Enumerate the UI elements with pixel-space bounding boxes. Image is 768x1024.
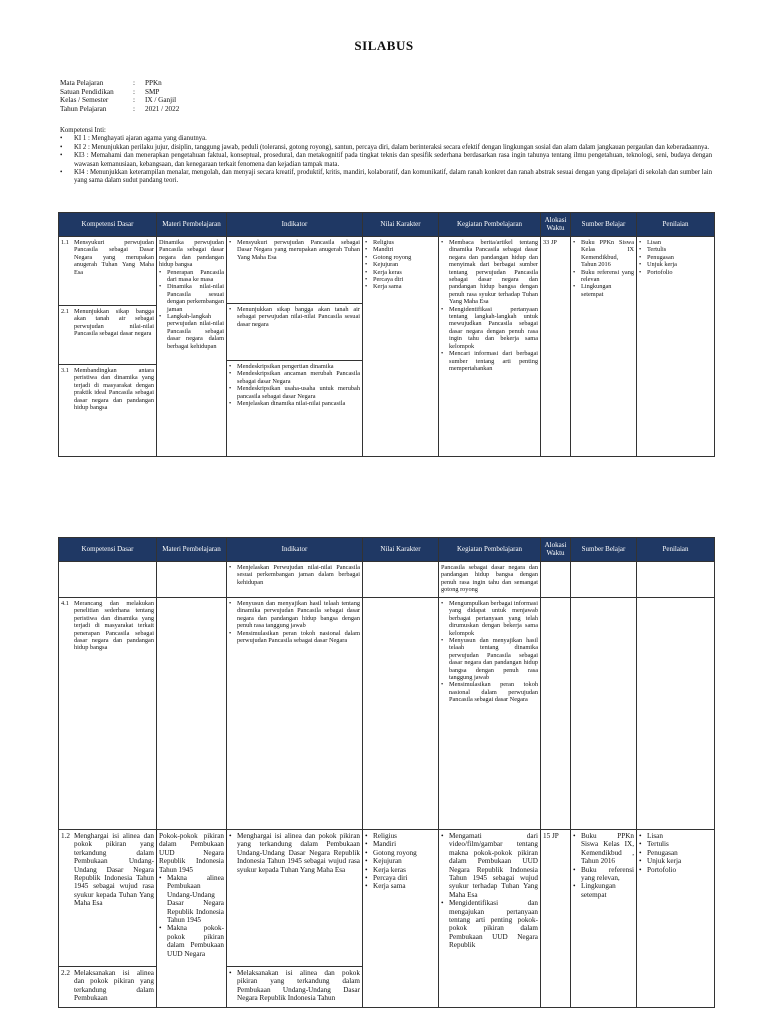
penilaian-cell (637, 598, 715, 830)
nilai-item: • Kejujuran (365, 857, 436, 865)
meta-value: IX / Ganjil (145, 96, 177, 105)
kd-text: Menunjukkan sikap bangga akan tanah air sebagai perwujudan nilai-nilai Pancasila sebagai dasar negara (74, 308, 154, 338)
nilai-item: • Religius (365, 239, 436, 246)
table-row (59, 830, 715, 1008)
header-indikator: Indikator (227, 213, 363, 237)
materi-text: Pokok-pokok pikiran dalam Pembukaan UUD Negara Republik Indonesia Tahun 1945 (159, 832, 224, 874)
sumber-cell (571, 830, 637, 1008)
materi-cell (157, 830, 227, 1008)
penilaian-cell (637, 830, 715, 1008)
syllabus-table-2 (58, 537, 715, 1008)
meta-row: Mata Pelajaran : PPKn (60, 79, 162, 87)
kd-number: 4.1 (61, 600, 69, 607)
kd-number: 1.2 (61, 832, 70, 840)
indikator-item: • Menyusun dan menyajikan hasil telaah tentang dinamika perwujudan Pancasila sebagai dasar negara dan pandangan hidup bangsa dengan penuh rasa tanggung jawab (229, 600, 360, 630)
meta-key: Satuan Pendidikan (60, 87, 114, 96)
header-penilaian: Penilaian (637, 213, 715, 237)
kegiatan-cell (439, 237, 541, 457)
ki-item: • KI 1 : Menghayati ajaran agama yang dianutnya. (60, 135, 712, 143)
penilaian-cell (637, 237, 715, 457)
meta-key: Kelas / Semester (60, 96, 109, 105)
kegiatan-item: • Mensimulasikan peran tokoh nasional dalam perwujudan Pancasila sebagai dasar Negara (441, 681, 538, 703)
header-kegiatan: Kegiatan Pembelajaran (439, 538, 541, 562)
table-row (59, 562, 715, 598)
materi-cell (157, 598, 227, 830)
header-alokasi: Alokasi Waktu (541, 213, 571, 237)
table-row (59, 237, 715, 457)
alokasi-cell (541, 562, 571, 598)
indikator-item: • Mensyukuri perwujudan Pancasila sebagai Dasar Negara yang merupakan anugerah Tuhan Yang Maha Esa (229, 239, 360, 261)
indikator-item: • Menjelaskan dinamika nilai-nilai pancasila (229, 400, 360, 407)
nilai-item: • Percaya diri (365, 276, 436, 283)
header-indikator: Indikator (227, 538, 363, 562)
document-title: SILABUS (354, 38, 414, 53)
materi-cell (157, 237, 227, 457)
header-materi: Materi Pembelajaran (157, 213, 227, 237)
sumber-item: • Lingkungan setempat (573, 882, 634, 899)
penilaian-item: • Unjuk kerja (639, 857, 712, 865)
nilai-item: • Religius (365, 832, 436, 840)
header-sumber: Sumber Belajar (571, 538, 637, 562)
nilai-cell (363, 562, 439, 598)
kegiatan-item: • Membaca berita/artikel tentang dinamika Pancasila sebagai dasar negara dan pandangan hidup dan menyimak dari berbagai sumber tentang perwujudan Pancasila sebagai dasar negara dan pandangan hidup bangsa dengan penuh rasa syukur terhadap Tuhan Yang Maha Esa (441, 239, 538, 306)
kd-text: Menghargai isi alinea dan pokok pikiran yang terkandung dalam Pembukaan Undang-Undang Dasar Negara Republik Indonesia Tahun 1945 sebagai wujud rasa syukur kepada Tuhan Yang Maha Esa (74, 832, 154, 908)
nilai-item: • Percaya diri (365, 874, 436, 882)
syllabus-table-1 (58, 212, 715, 457)
nilai-cell (363, 237, 439, 457)
kd-cell (59, 830, 157, 1008)
ki-heading: Kompetensi Inti: (60, 127, 106, 134)
alokasi-cell (541, 598, 571, 830)
penilaian-item: • Portofolio (639, 866, 712, 874)
kegiatan-item: • Mengidentifikasi pertanyaan tentang langkah-langkah untuk mewujudkan Pancasila sebagai dasar negara dengan penuh rasa ingin tahu dan bekerja sama kelompok (441, 306, 538, 350)
nilai-item: • Mandiri (365, 840, 436, 848)
kd-text: Melaksanakan isi alinea dan pokok pikiran yang terkandung dalam Pembukaan (74, 969, 154, 1003)
sumber-item: • Buku PPKn Siswa Kelas IX Kemendikbud, Tahun 2016 (573, 239, 634, 269)
table-row (59, 598, 715, 830)
materi-item: • Makna alinea Pembukaan Undang-Undang Dasar Negara Republik Indonesia Tahun 1945 (159, 874, 224, 924)
penilaian-item: • Penugasan (639, 849, 712, 857)
kd-number: 1.1 (61, 239, 69, 246)
header-alokasi: Alokasi Waktu (541, 538, 571, 562)
header-kegiatan: Kegiatan Pembelajaran (439, 213, 541, 237)
kd-cell (59, 598, 157, 830)
materi-cell (157, 562, 227, 598)
meta-value: SMP (145, 87, 160, 96)
nilai-item: • Gotong royong (365, 254, 436, 261)
kegiatan-cell (439, 598, 541, 830)
kd-text: Membandingkan antara peristiwa dan dinamika yang terjadi di masyarakat dengan praktik ideal Pancasila sebagai dasar negara dan pandangan hidup bangsa (74, 367, 154, 412)
kd-number: 2.1 (61, 308, 69, 315)
kd-number: 2.2 (61, 969, 70, 977)
indikator-item: • Melaksanakan isi alinea dan pokok pikiran yang terkandung dalam Pembukaan Undang-Undang Dasar Negara Republik Indonesia Tahun (229, 969, 360, 1003)
nilai-item: • Kerja sama (365, 283, 436, 290)
nilai-item: • Kejujuran (365, 261, 436, 268)
kd-text: Merancang dan melakukan penelitian sederhana tentang peristiwa dan dinamika yang terjadi di masyarakat terkait penerapan Pancasila sebagai dasar negara dan pandangan hidup bangsa (74, 600, 154, 652)
header-kompetensi-dasar: Kompetensi Dasar (59, 538, 157, 562)
kd-number: 3.1 (61, 367, 69, 374)
kegiatan-cell (439, 830, 541, 1008)
penilaian-item: • Unjuk kerja (639, 261, 712, 268)
nilai-item: • Gotong royong (365, 849, 436, 857)
kd-cell (59, 237, 157, 457)
kegiatan-item: • Mengumpulkan berbagai informasi yang didapat untuk menjawab berbagai pertanyaan yang telah dirumuskan dengan bekerja sama kelompok (441, 600, 538, 637)
header-materi: Materi Pembelajaran (157, 538, 227, 562)
nilai-cell (363, 598, 439, 830)
nilai-item: • Mandiri (365, 246, 436, 253)
meta-value: PPKn (145, 79, 162, 87)
table-header-row (59, 538, 715, 562)
penilaian-item: • Lisan (639, 832, 712, 840)
indikator-cell (227, 237, 363, 457)
materi-item: • Dinamika nilai-nilai Pancasila sesuai dengan perkembangan jaman (159, 283, 224, 313)
header-nilai-karakter: Nilai Karakter (363, 538, 439, 562)
table-header-row (59, 213, 715, 237)
sumber-item: • Buku referensi yang relevan (573, 269, 634, 284)
kompetensi-inti (60, 127, 712, 186)
kegiatan-item: • Menyusun dan menyajikan hasil telaah tentang dinamika perwujudan Pancasila sebagai dasar negara dan pandangan hidup bangsa dengan penuh rasa tanggung jawab (441, 637, 538, 681)
sumber-item: • Buku referensi yang relevan, (573, 866, 634, 883)
indikator-item: • Mendeskripsikan ancaman merubah Pancasila sebagai dasar Negara (229, 370, 360, 385)
nilai-cell (363, 830, 439, 1008)
indikator-cell (227, 562, 363, 598)
indikator-item: • Menjelaskan Perwujudan nilai-nilai Pancasila sesuai perkembangan jaman dalam berbagai kehidupan (229, 564, 360, 586)
kd-cell (59, 562, 157, 598)
indikator-item: • Mensimulasikan peran tokoh nasional dalam perwujudan Pancasila sebagai dasar Negara (229, 630, 360, 645)
header-nilai-karakter: Nilai Karakter (363, 213, 439, 237)
penilaian-item: • Penugasan (639, 254, 712, 261)
meta-key: Mata Pelajaran (60, 79, 104, 87)
header-penilaian: Penilaian (637, 538, 715, 562)
penilaian-item: • Tertulis (639, 246, 712, 253)
kegiatan-item: • Mengidentifikasi dan mengajukan pertanyaan tentang arti penting pokok-pokok pikiran dalam Pembukaan UUD Negara Republik (441, 899, 538, 949)
indikator-item: • Mendeskripsikan pengertian dinamika (229, 363, 360, 370)
header-sumber: Sumber Belajar (571, 213, 637, 237)
sumber-cell (571, 598, 637, 830)
indikator-cell (227, 598, 363, 830)
materi-item: • Makna pokok-pokok pikiran dalam Pembukaan UUD Negara (159, 924, 224, 958)
kegiatan-cell (439, 562, 541, 598)
meta-row: Satuan Pendidikan : SMP (60, 87, 160, 96)
materi-item: • Penerapan Pancasila dari masa ke masa (159, 269, 224, 284)
indikator-item: • Menunjukkan sikap bangga akan tanah air sebagai perwujudan nilai-nilai Pancasila sesuai dasar negara (229, 306, 360, 328)
kegiatan-text: Pancasila sebagai dasar negara dan pandangan hidup bangsa dengan penuh rasa ingin tahu dan semangat gotong royong (441, 564, 538, 594)
materi-text: Dinamika perwujudan Pancasila sebagai dasar negara dan pandangan hidup bangsa (159, 239, 224, 269)
alokasi-cell: 33 JP (541, 237, 571, 457)
meta-key: Tahun Pelajaran (60, 104, 107, 113)
alokasi-cell: 15 JP (541, 830, 571, 1008)
kegiatan-item: • Mencari informasi dari berbagai sumber tentang arti penting mempertahankan (441, 350, 538, 372)
indikator-item: • Mendeskripsikan usaha-usaha untuk merubah pancasila sebagai dasar Negara (229, 385, 360, 400)
meta-row: Tahun Pelajaran : 2021 / 2022 (60, 104, 180, 113)
penilaian-item: • Tertulis (639, 840, 712, 848)
meta-value: 2021 / 2022 (145, 104, 180, 113)
sumber-cell (571, 237, 637, 457)
penilaian-item: • Lisan (639, 239, 712, 246)
ki-item: • KI4 : Menunjukkan keterampilan menalar, mengolah, dan menyaji secara kreatif, produktif, kritis, mandiri, kolaboratif, dan komunikatif, dalam ranah konkret dan ranah abstrak sesuai dengan yang dipelajari di sekolah dan sumber lain yang sama dalam sudut pandang teori. (60, 169, 712, 186)
document-meta (60, 79, 179, 113)
materi-item: • Langkah-langkah perwujudan nilai-nilai Pancasila sebagai dasar negara dalam berbagai kehidupan (159, 313, 224, 350)
nilai-item: • Kerja sama (365, 882, 436, 890)
nilai-item: • Kerja keras (365, 269, 436, 276)
kegiatan-item: • Mengamati dari video/film/gambar tentang makna pokok-pokok pikiran dalam Pembukaan UUD Negara Republik Indonesia Tahun 1945 sebagai wujud syukur terhadap Tuhan Yang Maha Esa (441, 832, 538, 899)
meta-row: Kelas / Semester : IX / Ganjil (60, 96, 177, 105)
indikator-cell (227, 830, 363, 1008)
sumber-item: • Buku PPKn Siswa Kelas IX, Kemendikbud , Tahun 2016 (573, 832, 634, 866)
ki-item: • KI3 : Memahami dan menerapkan pengetahuan faktual, konseptual, prosedural, dan metakognitif pada tingkat teknis dan spesifik sederhana berdasarkan rasa ingin tahunya tentang ilmu pengetahuan, teknologi, seni, budaya dengan wawasan kemanusiaan, kebangsaan, dan kenegaraan terkait fenomena dan kejadian tampak mata. (60, 152, 712, 169)
nilai-item: • Kerja keras (365, 866, 436, 874)
kd-text: Mensyukuri perwujudan Pancasila sebagai Dasar Negara yang merupakan anugerah Tuhan Yang Maha Esa (74, 239, 154, 276)
sumber-item: • Lingkungan setempat (573, 283, 634, 298)
penilaian-cell (637, 562, 715, 598)
penilaian-item: • Portofolio (639, 269, 712, 276)
sumber-cell (571, 562, 637, 598)
ki-item: • KI 2 : Menunjukkan perilaku jujur, disiplin, tanggung jawab, peduli (toleransi, gotong royong), santun, percaya diri, dalam berinteraksi secara efektif dengan lingkungan sosial dan alam dalam jangkauan pergaulan dan keberadaannya. (60, 144, 712, 152)
indikator-item: • Menghargai isi alinea dan pokok pikiran yang terkandung dalam Pembukaan Undang-Undang Dasar Negara Republik Indonesia Tahun 1945 sebagai wujud rasa syukur kepada Tuhan Yang Maha Esa (229, 832, 360, 874)
header-kompetensi-dasar: Kompetensi Dasar (59, 213, 157, 237)
